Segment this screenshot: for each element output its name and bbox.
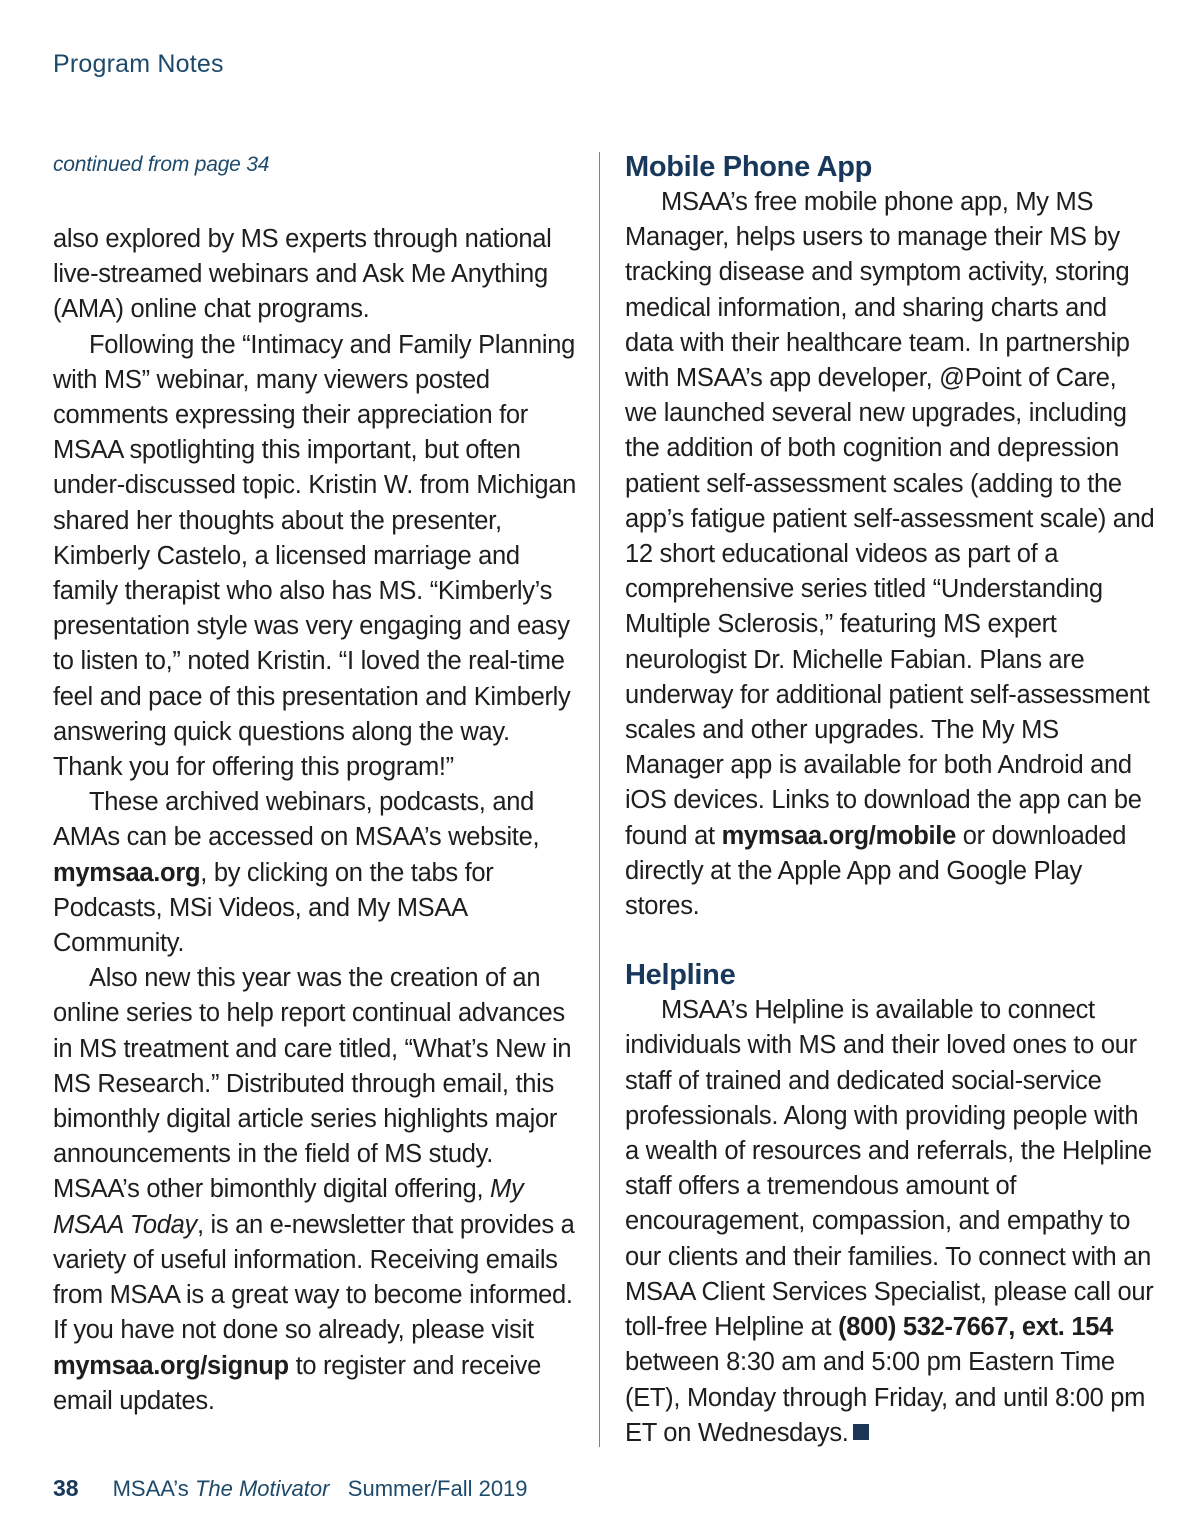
helpline-paragraph (625, 993, 1155, 1451)
paragraph-4-text-c: to register and receive email updates. (53, 1351, 541, 1415)
mobile-link[interactable]: mymsaa.org/mobile (721, 821, 956, 850)
helpline-text-b: between 8:30 am and 5:00 pm Eastern Time (ET), Monday through Friday, and until 8:00 pm ET on Wednesdays. (625, 1348, 1146, 1447)
continued-note: continued from page 34 (53, 153, 270, 176)
publication-title: The Motivator (194, 1476, 330, 1501)
right-column (625, 150, 1155, 1451)
mobile-app-text-b: or downloaded directly at the Apple App and Google Play stores. (625, 821, 1127, 921)
page-footer (53, 1475, 528, 1502)
paragraph-3-text-a: These archived webinars, podcasts, and AMAs can be accessed on MSAA’s website, (53, 788, 540, 852)
paragraph-3-text-b: , by clicking on the tabs for Podcasts, MSi Videos, and My MSAA Community. (53, 858, 494, 958)
paragraph-4 (53, 961, 581, 1419)
issue-label: Summer/Fall 2019 (347, 1476, 528, 1501)
column-divider (599, 152, 600, 1447)
website-link[interactable]: mymsaa.org (53, 858, 201, 887)
paragraph-4-text-b: , is an e-newsletter that provides a variety of useful information. Receiving emails from MSAA is a great way to become informed. If you have not done so already, please visit (53, 1210, 575, 1345)
newsletter-title: My MSAA Today (53, 1175, 524, 1239)
paragraph-3 (53, 785, 581, 961)
page-number: 38 (53, 1475, 79, 1501)
heading-helpline: Helpline (625, 959, 736, 992)
section-label: Program Notes (53, 50, 224, 78)
mobile-app-paragraph (625, 185, 1155, 924)
signup-link[interactable]: mymsaa.org/signup (53, 1351, 289, 1380)
heading-mobile-app: Mobile Phone App (625, 151, 873, 183)
end-square-icon (853, 1424, 869, 1440)
paragraph-2: Following the “Intimacy and Family Planning with MS” webinar, many viewers posted comments expressing their appreciation for MSAA spotlighting this important, but often under-discussed topic. Kristin W. from Michigan shared her thoughts about the presenter, Kimberly Castelo, a licensed marriage and family therapist who also has MS. “Kimberly’s presentation style was very engaging and easy to listen to,” noted Kristin. “I loved the real-time feel and pace of this presentation and Kimberly answering quick questions along the way. Thank you for offering this program!” (53, 330, 577, 782)
helpline-phone[interactable]: (800) 532-7667, ext. 154 (838, 1313, 1114, 1342)
paragraph-1: also explored by MS experts through national live-streamed webinars and Ask Me Anything (AMA) online chat programs. (53, 225, 552, 324)
paragraph-4-text-a: Also new this year was the creation of an online series to help report continual advances in MS treatment and care titled, “What’s New in MS Research.” Distributed through email, this bimonthly digital article series highlights major announcements in the field of MS study. MSAA’s other bimonthly digital offering, (53, 964, 572, 1204)
mobile-app-text-a: MSAA’s free mobile phone app, My MS Manager, helps users to manage their MS by tracking disease and symptom activity, storing medical information, and sharing charts and data with their healthcare team. In partnership with MSAA’s app developer, @Point of Care, we launched several new upgrades, including the addition of both cognition and depression patient self-assessment scales (adding to the app’s fatigue patient self-assessment scale) and 12 short educational videos as part of a comprehensive series titled “Understanding Multiple Sclerosis,” featuring MS expert neurologist Dr. Michelle Fabian. Plans are underway for additional patient self-assessment scales and other upgrades. The My MS Manager app is available for both Android and iOS devices. Links to download the app can be found at (625, 188, 1155, 850)
publisher-name: MSAA’s (112, 1476, 189, 1501)
helpline-text-a: MSAA’s Helpline is available to connect individuals with MS and their loved ones to our staff of trained and dedicated social-service professionals. Along with providing people with a wealth of resources and referrals, the Helpline staff offers a tremendous amount of encouragement, compassion, and empathy to our clients and their families. To connect with an MSAA Client Services Specialist, please call our toll-free Helpline at (625, 996, 1154, 1342)
left-column (53, 150, 581, 1419)
